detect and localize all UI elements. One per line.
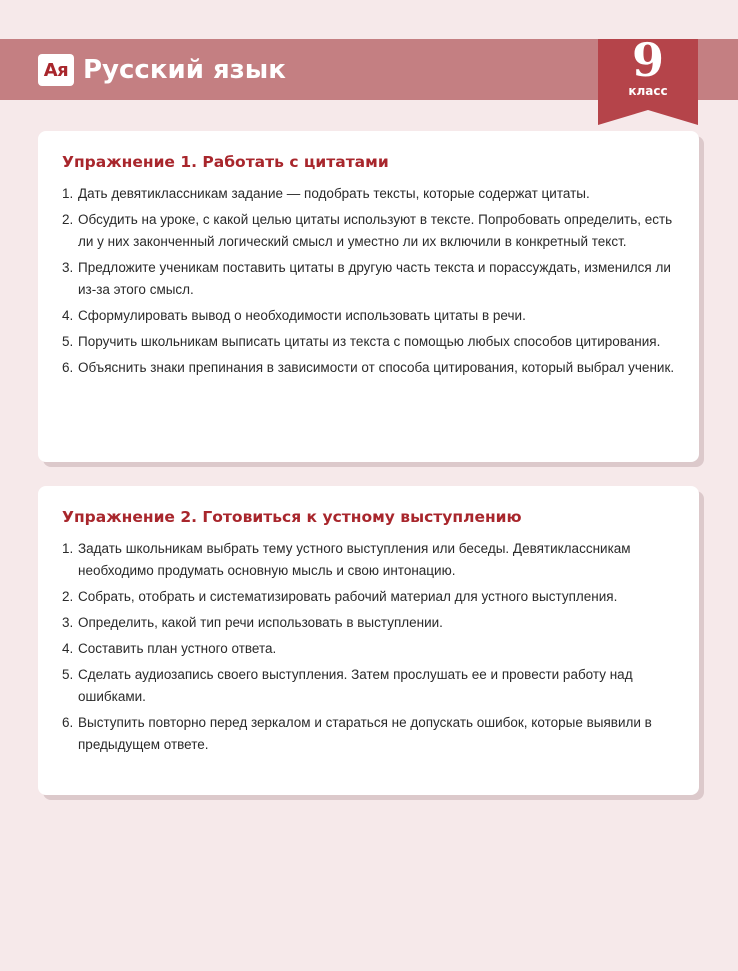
exercise-2-card (38, 486, 699, 795)
subject-title: Русский язык (83, 55, 286, 85)
item-number: 1. (62, 541, 74, 556)
list-item (62, 305, 675, 327)
item-text: Составить план устного ответа. (78, 641, 277, 656)
exercise-2-title: Упражнение 2. Готовиться к устному выступлению (62, 508, 522, 526)
item-number: 3. (62, 615, 74, 630)
item-number: 6. (62, 360, 74, 375)
item-text: Выступить повторно перед зеркалом и стараться не допускать ошибок, которые выявили в предыдущем ответе. (78, 715, 652, 752)
item-text: Объяснить знаки препинания в зависимости от способа цитирования, который выбрал ученик. (78, 360, 675, 375)
list-item (62, 612, 675, 634)
item-number: 1. (62, 186, 74, 201)
exercise-1-list (62, 183, 675, 379)
list-item (62, 586, 675, 608)
grade-label: класс (628, 84, 668, 98)
item-number: 4. (62, 308, 74, 323)
item-text: Собрать, отобрать и систематизировать рабочий материал для устного выступления. (78, 589, 618, 604)
item-number: 3. (62, 260, 74, 275)
item-text: Определить, какой тип речи использовать в выступлении. (78, 615, 443, 630)
item-number: 2. (62, 212, 74, 227)
list-item (62, 664, 675, 708)
list-item (62, 357, 675, 379)
item-text: Сделать аудиозапись своего выступления. Затем прослушать ее и провести работу над ошибками. (78, 667, 633, 704)
list-item (62, 183, 675, 205)
grade-number: 9 (631, 33, 664, 87)
list-item (62, 209, 675, 253)
list-item (62, 331, 675, 353)
item-text: Сформулировать вывод о необходимости использовать цитаты в речи. (78, 308, 526, 323)
item-text: Поручить школьникам выписать цитаты из текста с помощью любых способов цитирования. (78, 334, 661, 349)
grade-badge (598, 25, 698, 125)
item-text: Предложите ученикам поставить цитаты в другую часть текста и порассуждать, изменился ли из-за этого смысл. (78, 260, 671, 297)
list-item (62, 712, 675, 756)
exercise-2-list (62, 538, 675, 756)
subject-logo: Ая (38, 54, 74, 86)
list-item (62, 257, 675, 301)
item-number: 2. (62, 589, 74, 604)
item-number: 5. (62, 667, 74, 682)
item-text: Обсудить на уроке, с какой целью цитаты используют в тексте. Попробовать определить, есть ли у них законченный логический смысл и уместно ли их включили в конкретный текст. (78, 212, 673, 249)
item-text: Задать школьникам выбрать тему устного выступления или беседы. Девятиклассникам необходимо продумать основную мысль и свою интонацию. (78, 541, 631, 578)
exercise-1-title: Упражнение 1. Работать с цитатами (62, 153, 389, 171)
item-number: 5. (62, 334, 74, 349)
list-item (62, 538, 675, 582)
exercise-1-card (38, 131, 699, 462)
list-item (62, 638, 675, 660)
item-number: 6. (62, 715, 74, 730)
item-number: 4. (62, 641, 74, 656)
item-text: Дать девятиклассникам задание — подобрать тексты, которые содержат цитаты. (78, 186, 590, 201)
